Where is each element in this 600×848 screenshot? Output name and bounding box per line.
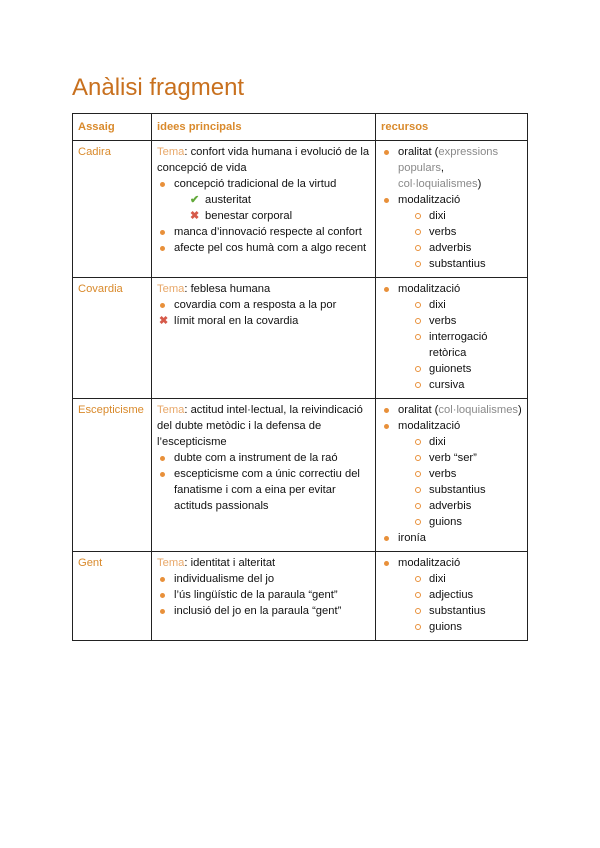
- ideas-cell: [152, 141, 376, 278]
- list-item: [157, 176, 370, 224]
- list-item: [157, 603, 370, 619]
- resources-cell: [376, 552, 528, 641]
- tema-label: Tema: [157, 404, 185, 416]
- list-item: [381, 144, 522, 192]
- item-text: l’ús lingüístic de la paraula “gent”: [174, 589, 338, 601]
- cross-icon: ✖: [190, 210, 200, 222]
- tema-colon: :: [184, 557, 191, 569]
- item-text: dixi: [429, 210, 446, 222]
- list-item: [188, 208, 370, 224]
- table-row: [73, 399, 528, 552]
- sub-list: [412, 297, 522, 393]
- item-text: adjectius: [429, 589, 474, 601]
- tema-text: confort vida humana i evolució de la concepció de vida: [157, 146, 370, 174]
- ideas-list: [157, 450, 370, 514]
- essay-name: Covardia: [73, 278, 152, 399]
- list-item: [381, 530, 522, 546]
- header-recursos: recursos: [376, 114, 528, 141]
- check-icon: ✔: [190, 194, 200, 206]
- list-item: [412, 619, 522, 635]
- item-text: escepticisme com a únic correctiu del fanatisme i com a eina per evitar actituds passionals: [174, 468, 360, 512]
- ideas-list: [157, 571, 370, 619]
- list-item: [412, 256, 522, 272]
- tema-label: Tema: [157, 146, 185, 158]
- tema-label: Tema: [157, 557, 185, 569]
- item-text: afecte pel cos humà com a algo recent: [174, 242, 367, 254]
- list-item: [188, 192, 370, 208]
- item-text: concepció tradicional de la virtud: [174, 178, 337, 190]
- list-item: [412, 361, 522, 377]
- page-title: Anàlisi fragment: [72, 74, 245, 101]
- essay-name: Escepticisme: [73, 399, 152, 552]
- item-text: verb “ser”: [429, 452, 477, 464]
- item-text: ironía: [398, 532, 426, 544]
- item-muted-text: col·loquialismes: [438, 404, 519, 416]
- ideas-cell: [152, 399, 376, 552]
- resources-list: [381, 281, 522, 393]
- resources-cell: [376, 141, 528, 278]
- list-item: [157, 224, 370, 240]
- sub-list: [188, 192, 370, 224]
- ideas-cell: [152, 552, 376, 641]
- list-item: [412, 240, 522, 256]
- list-item: [412, 224, 522, 240]
- item-text: substantius: [429, 258, 486, 270]
- tema-text: actitud intel·lectual, la reivindicació del dubte metòdic i la defensa de l’escepticisme: [157, 404, 363, 448]
- list-item: [412, 466, 522, 482]
- list-item: [157, 450, 370, 466]
- essay-name: Cadira: [73, 141, 152, 278]
- resources-cell: [376, 278, 528, 399]
- list-item: [157, 313, 370, 329]
- ideas-cell: [152, 278, 376, 399]
- item-text: guions: [429, 621, 462, 633]
- item-text: guions: [429, 516, 462, 528]
- item-text: guionets: [429, 363, 472, 375]
- item-text: modalització: [398, 194, 461, 206]
- resources-list: [381, 144, 522, 272]
- item-separator: ,: [440, 162, 445, 174]
- list-item: [381, 192, 522, 272]
- tema-colon: :: [184, 283, 191, 295]
- tema-text: identitat i alteritat: [190, 557, 276, 569]
- list-item: [157, 297, 370, 313]
- table-row: [73, 141, 528, 278]
- list-item: [412, 313, 522, 329]
- item-text: dixi: [429, 299, 446, 311]
- ideas-list: [157, 297, 370, 329]
- item-text: substantius: [429, 605, 486, 617]
- resources-list: [381, 555, 522, 635]
- list-item: [412, 450, 522, 466]
- list-item: [381, 402, 522, 418]
- item-text: dixi: [429, 436, 446, 448]
- ideas-list: [157, 176, 370, 256]
- cross-icon: ✖: [159, 315, 169, 327]
- tema-text: feblesa humana: [190, 283, 271, 295]
- list-item: [157, 466, 370, 514]
- item-text: covardia com a resposta a la por: [174, 299, 337, 311]
- tema-line: [157, 555, 370, 571]
- list-item: [412, 329, 522, 361]
- list-item: [412, 498, 522, 514]
- item-text: dubte com a instrument de la raó: [174, 452, 338, 464]
- list-item: [157, 240, 370, 256]
- list-item: [412, 603, 522, 619]
- item-text: verbs: [429, 315, 457, 327]
- item-text: verbs: [429, 468, 457, 480]
- list-item: [412, 587, 522, 603]
- item-text: modalització: [398, 557, 461, 569]
- item-text: substantius: [429, 484, 486, 496]
- item-text: adverbis: [429, 242, 472, 254]
- list-item: [157, 571, 370, 587]
- list-item: [381, 281, 522, 393]
- list-item: [412, 434, 522, 450]
- table-header-row: [73, 114, 528, 141]
- item-text: austeritat: [205, 194, 252, 206]
- sub-list: [412, 208, 522, 272]
- tema-label: Tema: [157, 283, 185, 295]
- item-text: benestar corporal: [205, 210, 293, 222]
- list-item: [157, 587, 370, 603]
- item-text: inclusió del jo en la paraula “gent”: [174, 605, 342, 617]
- header-idees: idees principals: [152, 114, 376, 141]
- item-text: manca d’innovació respecte al confort: [174, 226, 362, 238]
- item-text: modalització: [398, 283, 461, 295]
- item-text: oralitat (: [398, 146, 439, 158]
- list-item: [412, 377, 522, 393]
- list-item: [412, 514, 522, 530]
- header-assaig: Assaig: [73, 114, 152, 141]
- tema-colon: :: [184, 146, 191, 158]
- item-text: adverbis: [429, 500, 472, 512]
- item-text: interrogació retòrica: [429, 331, 488, 359]
- item-text: oralitat (: [398, 404, 439, 416]
- tema-line: [157, 144, 370, 176]
- item-text: cursiva: [429, 379, 465, 391]
- item-text: límit moral en la covardia: [174, 315, 299, 327]
- list-item: [412, 297, 522, 313]
- item-muted-text: expressions populars: [398, 146, 499, 174]
- item-muted-text: col·loquialismes: [398, 178, 478, 190]
- item-text: individualisme del jo: [174, 573, 275, 585]
- tema-colon: :: [184, 404, 191, 416]
- list-item: [381, 555, 522, 635]
- item-text: modalització: [398, 420, 461, 432]
- list-item: [412, 571, 522, 587]
- resources-list: [381, 402, 522, 546]
- tema-line: [157, 402, 370, 450]
- item-closing: ): [518, 404, 522, 416]
- list-item: [412, 208, 522, 224]
- table-row: [73, 278, 528, 399]
- table-row: [73, 552, 528, 641]
- resources-cell: [376, 399, 528, 552]
- sub-list: [412, 571, 522, 635]
- list-item: [381, 418, 522, 530]
- list-item: [412, 482, 522, 498]
- tema-line: [157, 281, 370, 297]
- item-text: dixi: [429, 573, 446, 585]
- item-text: verbs: [429, 226, 457, 238]
- analysis-table: [72, 113, 528, 641]
- essay-name: Gent: [73, 552, 152, 641]
- item-closing: ): [477, 178, 482, 190]
- sub-list: [412, 434, 522, 530]
